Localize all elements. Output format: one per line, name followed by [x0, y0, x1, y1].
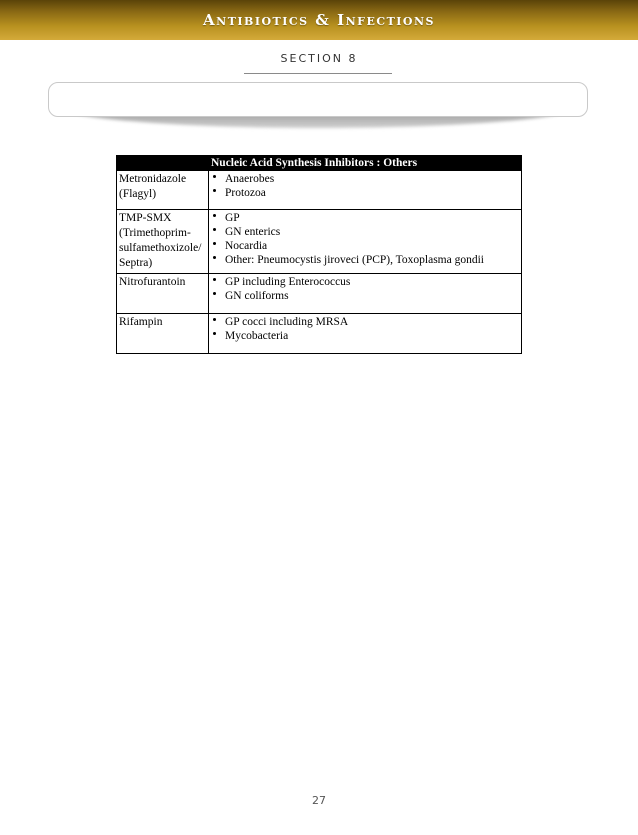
drug-name-line: TMP-SMX	[119, 212, 172, 224]
banner-box	[48, 82, 588, 117]
drug-name-line: (Flagyl)	[119, 188, 157, 200]
coverage-cell	[209, 314, 522, 354]
drug-name-line: Rifampin	[119, 316, 163, 328]
table-heading: Nucleic Acid Synthesis Inhibitors : Others	[209, 156, 522, 171]
drug-name-cell	[117, 210, 209, 274]
drug-name-cell	[117, 314, 209, 354]
coverage-cell	[209, 210, 522, 274]
section-label: SECTION 8	[280, 52, 358, 65]
drug-name-cell	[117, 274, 209, 314]
table-row	[117, 171, 522, 210]
list-item: Anaerobes	[211, 172, 519, 186]
title-banner	[48, 82, 588, 134]
list-item: Nocardia	[211, 239, 519, 253]
header-bar	[0, 0, 638, 40]
drug-name-line: (Trimethoprim-	[119, 227, 191, 239]
table-header-blank	[117, 156, 209, 171]
coverage-cell	[209, 274, 522, 314]
header-title: Antibiotics & Infections	[203, 11, 435, 29]
drug-name-line: Nitrofurantoin	[119, 276, 186, 288]
drug-name-line: Metronidazole	[119, 173, 187, 185]
list-item: Other: Pneumocystis jiroveci (PCP), Toxoplasma gondii	[211, 253, 519, 267]
list-item: GP cocci including MRSA	[211, 315, 519, 329]
drug-name-line: sulfamethoxizole/	[119, 242, 202, 254]
list-item: Mycobacteria	[211, 329, 519, 343]
list-item: GP including Enterococcus	[211, 275, 519, 289]
page-number: 27	[312, 794, 326, 807]
section-divider	[244, 73, 392, 74]
list-item: GN coliforms	[211, 289, 519, 303]
table-row	[117, 274, 522, 314]
coverage-cell	[209, 171, 522, 210]
list-item: Protozoa	[211, 186, 519, 200]
table-header-row	[117, 156, 522, 171]
list-item: GN enterics	[211, 225, 519, 239]
list-item: GP	[211, 211, 519, 225]
table-row	[117, 314, 522, 354]
drug-name-cell	[117, 171, 209, 210]
table-row	[117, 210, 522, 274]
drug-table	[116, 155, 522, 354]
drug-name-line: Septra)	[119, 257, 153, 269]
